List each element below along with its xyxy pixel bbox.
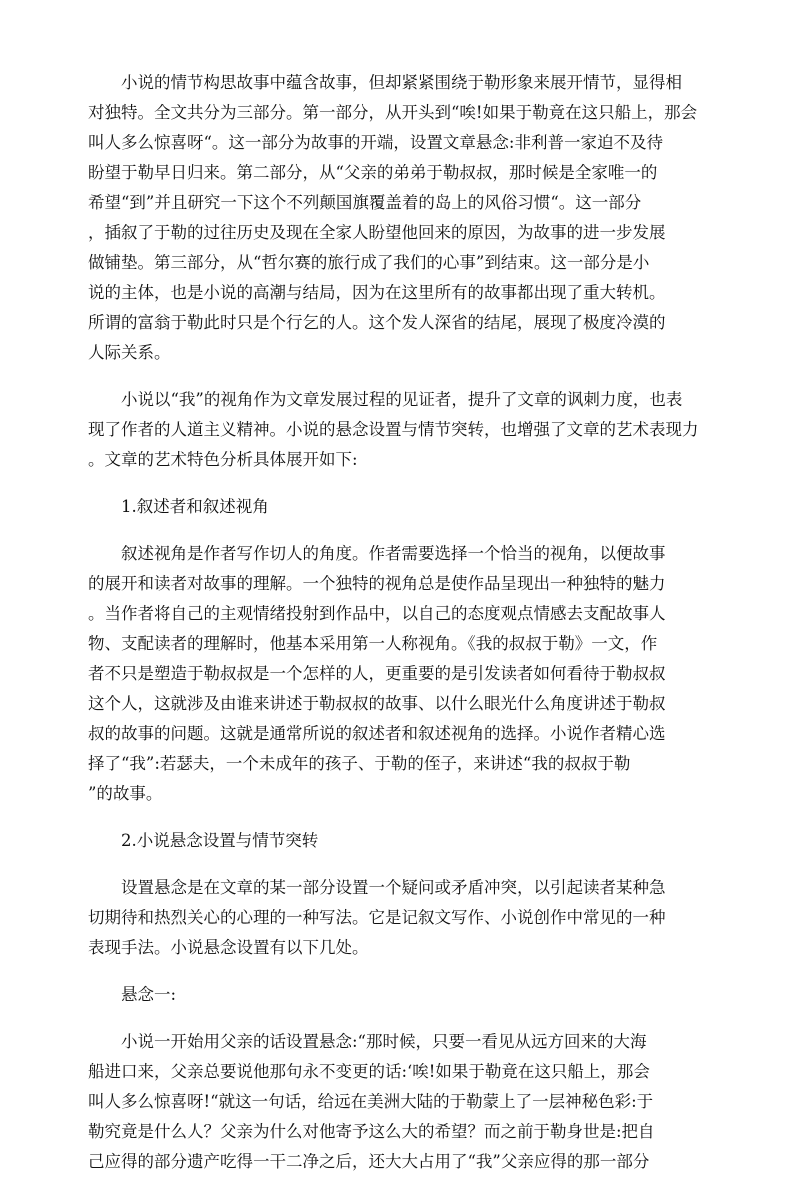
text-line: 叫人多么惊喜呀!“就这一句话，给远在美洲大陆的于勒蒙上了一层神秘色彩:于 bbox=[88, 1092, 654, 1111]
text-line: 希望“到”并且研究一下这个不列颠国旗覆盖着的岛上的风俗习惯“。这一部分 bbox=[88, 193, 642, 212]
text-line: 。文章的艺术特色分析具体展开如下: bbox=[88, 450, 358, 469]
text-line: 勒究竟是什么人？父亲为什么对他寄予这么大的希望？而之前于勒身世是:把自 bbox=[88, 1122, 655, 1141]
text-line: 小说以“我”的视角作为文章发展过程的见证者，提升了文章的讽刺力度，也表 bbox=[121, 390, 683, 409]
text-line: 表现手法。小说悬念设置有以下几处。 bbox=[88, 938, 369, 957]
text-line: 对独特。全文共分为三部分。第一部分，从开头到“唉!如果于勒竟在这只船上，那会 bbox=[88, 103, 698, 122]
document-page bbox=[88, 68, 708, 1194]
text-line: 现了作者的人道主义精神。小说的悬念设置与情节突转，也增强了文章的艺术表现力 bbox=[88, 420, 699, 439]
text-line: 所谓的富翁于勒此时只是个行乞的人。这个发人深省的结尾，展现了极度冷漠的 bbox=[88, 313, 666, 332]
text-line: 叔的故事的问题。这就是通常所说的叙述者和叙述视角的选择。小说作者精心选 bbox=[88, 724, 666, 743]
text-line: ”的故事。 bbox=[88, 784, 163, 803]
text-line: 的展开和读者对故事的理解。一个独特的视角总是使作品呈现出一种独特的魅力 bbox=[88, 574, 666, 593]
text-line: 小说一开始用父亲的话设置悬念:“那时候，只要一看见从远方回来的大海 bbox=[121, 1032, 647, 1051]
text-line: ，插叙了于勒的过往历史及现在全家人盼望他回来的原因，为故事的进一步发展 bbox=[88, 223, 666, 242]
text-line: 。当作者将自己的主观情绪投射到作品中，以自己的态度观点情感去支配故事人 bbox=[88, 604, 666, 623]
text-line: 择了“我”:若瑟夫，一个未成年的孩子、于勒的侄子，来讲述“我的叔叔于勒 bbox=[88, 754, 631, 773]
paragraph-suspense-definition bbox=[88, 873, 708, 963]
text-line: 盼望于勒早日归来。第二部分，从“父亲的弟弟于勒叔叔，那时候是全家唯一的 bbox=[88, 163, 658, 182]
heading-text: 悬念一: bbox=[121, 985, 177, 1004]
text-line: 人际关系。 bbox=[88, 343, 171, 362]
text-line: 说的主体，也是小说的高潮与结局，因为在这里所有的故事都出现了重大转机。 bbox=[88, 283, 666, 302]
text-line: 小说的情节构思故事中蕴含故事，但却紧紧围绕于勒形象来展开情节，显得相 bbox=[121, 73, 682, 92]
text-line: 者不只是塑造于勒叔叔是一个怎样的人，更重要的是引发读者如何看待于勒叔叔 bbox=[88, 664, 666, 683]
text-line: 己应得的部分遗产吃得一干二净之后，还大大占用了“我”父亲应得的那一部分 bbox=[88, 1152, 650, 1171]
paragraph-suspense-one bbox=[88, 1027, 708, 1177]
text-line: 做铺垫。第三部分，从“哲尔赛的旅行成了我们的心事”到结束。这一部分是小 bbox=[88, 253, 650, 272]
text-line: 船进口来，父亲总要说他那句永不变更的话:‘唉!如果于勒竟在这只船上，那会 bbox=[88, 1062, 650, 1081]
text-line: 物、支配读者的理解时，他基本采用第一人称视角。《我的叔叔于勒》一文，作 bbox=[88, 634, 658, 653]
text-line: 叫人多么惊喜呀“。这一部分为故事的开端，设置文章悬念:非利普一家迫不及待 bbox=[88, 133, 663, 152]
text-line: 这个人，这就涉及由谁来讲述于勒叔叔的故事、以什么眼光什么角度讲述于勒叔 bbox=[88, 694, 666, 713]
section-heading-narrator bbox=[88, 492, 708, 522]
section-heading-suspense bbox=[88, 826, 708, 856]
paragraph-narrative-perspective bbox=[88, 539, 708, 809]
text-line: 叙述视角是作者写作切人的角度。作者需要选择一个恰当的视角，以便故事 bbox=[121, 544, 666, 563]
text-line: 切期待和热烈关心的心理的一种写法。它是记叙文写作、小说创作中常见的一种 bbox=[88, 908, 666, 927]
heading-text: 2.小说悬念设置与情节突转 bbox=[121, 831, 319, 850]
heading-text: 1.叙述者和叙述视角 bbox=[121, 497, 269, 516]
text-line: 设置悬念是在文章的某一部分设置一个疑问或矛盾冲突，以引起读者某种急 bbox=[121, 878, 666, 897]
subheading-suspense-one bbox=[88, 980, 708, 1010]
paragraph-perspective-intro bbox=[88, 385, 708, 475]
paragraph-plot-structure bbox=[88, 68, 708, 368]
